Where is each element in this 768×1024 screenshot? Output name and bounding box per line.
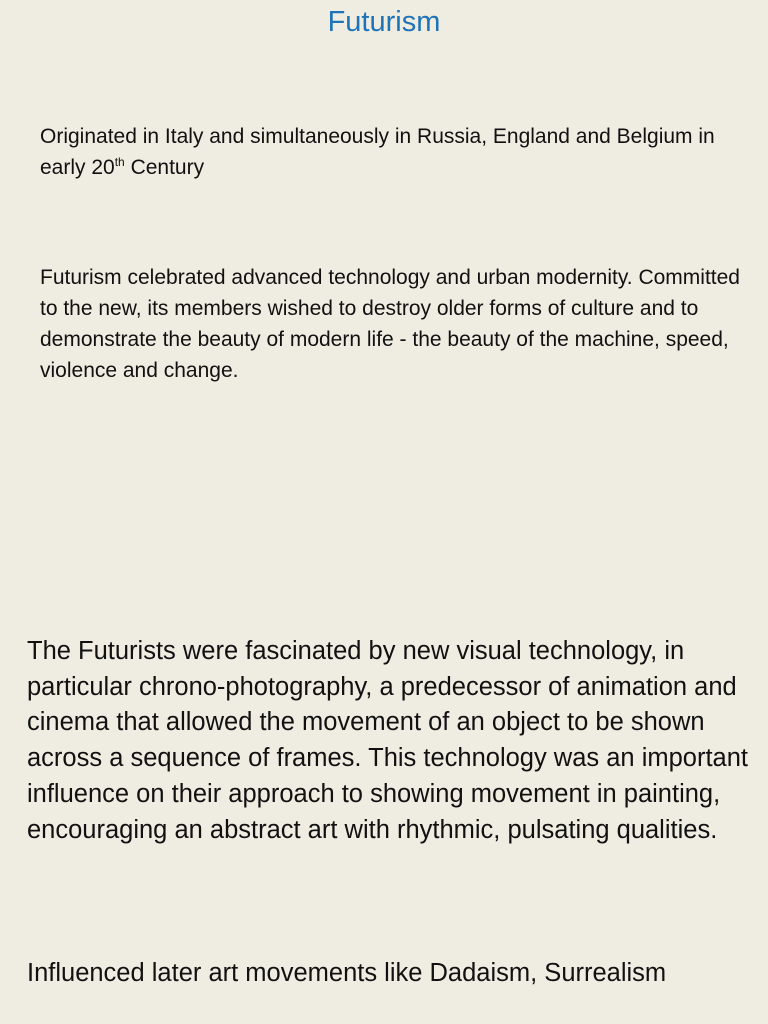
technology-paragraph: The Futurists were fascinated by new visual technology, in particular chrono-photography, a predecessor of animation and cinema that allowed the movement of an object to be shown across a sequence of frames. This technology was an important influence on their approach to showing movement in painting, encouraging an abstract art with rhythmic, pulsating qualities.	[27, 637, 748, 844]
origin-text: Originated in Italy and simultaneously in Russia, England and Belgium in early 20	[40, 125, 715, 179]
slide-title: Futurism	[327, 6, 441, 38]
influence-paragraph: Influenced later art movements like Dadaism, Surrealism	[27, 959, 667, 987]
ordinal-suffix: th	[114, 155, 125, 169]
origin-text-end: Century	[124, 156, 205, 179]
origin-paragraph	[40, 121, 740, 183]
celebration-paragraph: Futurism celebrated advanced technology and urban modernity. Committed to the new, its members wished to destroy older forms of culture and to demonstrate the beauty of modern life - the beauty of the machine, speed, violence and change.	[40, 266, 740, 382]
